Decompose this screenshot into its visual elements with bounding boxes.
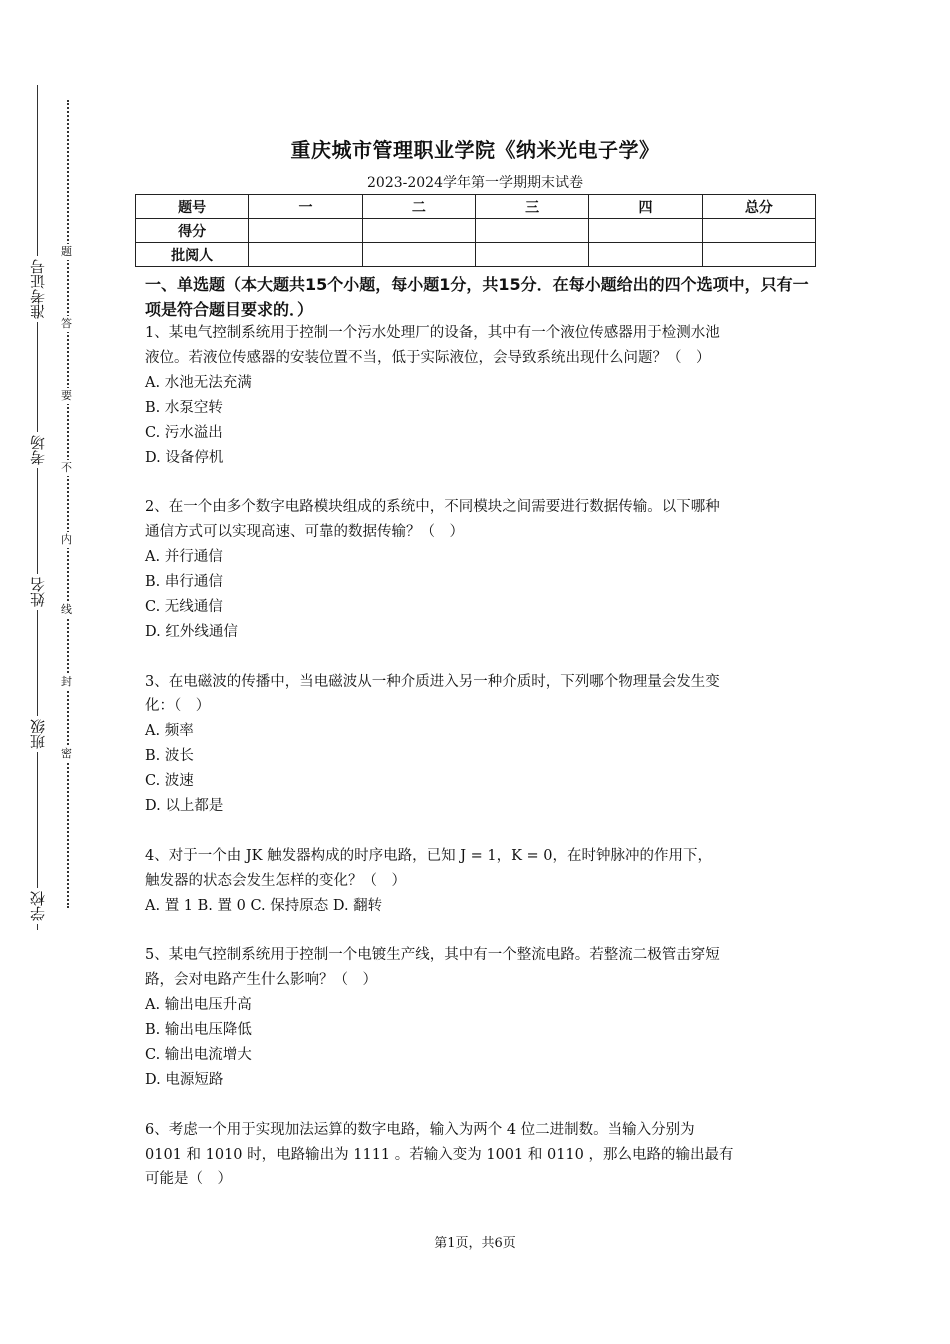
question-3-stem-line: 化：（ ） [145, 698, 211, 714]
seal-char: 内 [61, 533, 72, 546]
question-3-option-c: C. 波速 [145, 773, 194, 789]
score-table [135, 194, 816, 267]
question-5-option-c: C. 输出电流增大 [145, 1047, 252, 1063]
grader-cell [475, 243, 588, 267]
question-1-option-a: A. 水池无法充满 [145, 375, 252, 391]
question-6-stem-line: 6、考虑一个用于实现加法运算的数字电路，输入为两个 4 位二进制数。当输入分别为 [145, 1122, 695, 1138]
question-5-option-d: D. 电源短路 [145, 1072, 224, 1088]
question-3-stem-line: 3、在电磁波的传播中，当电磁波从一种介质进入另一种介质时，下列哪个物理量会发生变 [145, 674, 720, 690]
score-table-header-cell: 一 [249, 195, 362, 219]
score-table-header-cell: 四 [589, 195, 702, 219]
score-table-header-cell: 题号 [136, 195, 249, 219]
question-2-option-c: C. 无线通信 [145, 599, 223, 615]
seal-char: 线 [61, 603, 72, 616]
school-label: 学校 [31, 888, 45, 924]
question-2-stem-line: 2、在一个由多个数字电路模块组成的系统中，不同模块之间需要进行数据传输。以下哪种 [145, 499, 720, 515]
score-cell [589, 219, 702, 243]
score-table-header-cell: 三 [475, 195, 588, 219]
question-2-option-b: B. 串行通信 [145, 574, 223, 590]
grader-cell [249, 243, 362, 267]
question-1-option-d: D. 设备停机 [145, 450, 224, 466]
score-cell [362, 219, 475, 243]
score-cell [249, 219, 362, 243]
seal-char: 题 [61, 245, 72, 258]
question-1-option-b: B. 水泵空转 [145, 400, 223, 416]
seal-char: 答 [61, 317, 72, 330]
question-4-stem-line: 触发器的状态会发生怎样的变化？（ ） [145, 873, 406, 889]
seal-char: 不 [61, 461, 72, 474]
question-1-option-c: C. 污水溢出 [145, 425, 223, 441]
question-3-option-a: A. 频率 [145, 723, 194, 739]
seal-dotted-line [67, 100, 69, 908]
score-row-label: 得分 [136, 219, 249, 243]
question-1-stem-line: 1、某电气控制系统用于控制一个污水处理厂的设备，其中有一个液位传感器用于检测水池 [145, 325, 720, 341]
seal-char: 封 [61, 675, 72, 688]
question-5-option-b: B. 输出电压降低 [145, 1022, 252, 1038]
score-cell [475, 219, 588, 243]
question-5-stem-line: 路，会对电路产生什么影响？（ ） [145, 972, 377, 988]
score-table-header-cell: 总分 [702, 195, 815, 219]
question-2-option-d: D. 红外线通信 [145, 624, 238, 640]
exam-subtitle: 2023-2024学年第一学期期末试卷 [367, 175, 583, 191]
score-table-header-row [136, 195, 816, 219]
question-2-option-a: A. 并行通信 [145, 549, 223, 565]
section-heading: 一、单选题（本大题共15个小题，每小题1分，共15分．在每小题给出的四个选项中，只有一项是符合题目要求的．） [145, 275, 809, 319]
question-3-option-d: D. 以上都是 [145, 798, 224, 814]
score-row [136, 219, 816, 243]
question-4-options: A. 置 1 B. 置 0 C. 保持原态 D. 翻转 [145, 898, 383, 914]
question-5-option-a: A. 输出电压升高 [145, 997, 252, 1013]
grader-cell [362, 243, 475, 267]
grader-cell [702, 243, 815, 267]
grader-row [136, 243, 816, 267]
question-2-stem-line: 通信方式可以实现高速、可靠的数据传输？（ ） [145, 524, 464, 540]
student-name-label: 姓名 [31, 574, 45, 610]
page-footer: 第1页，共6页 [434, 1236, 516, 1251]
score-cell [702, 219, 815, 243]
binding-solid-line [37, 85, 38, 930]
class-label: 班级 [31, 716, 45, 752]
seal-char: 要 [61, 389, 72, 402]
grader-row-label: 批阅人 [136, 243, 249, 267]
question-6-stem-line: 可能是（ ） [145, 1171, 232, 1187]
binding-margin [0, 0, 110, 1344]
score-table-header-cell: 二 [362, 195, 475, 219]
question-1-stem-line: 液位。若液位传感器的安装位置不当，低于实际液位，会导致系统出现什么问题？（ ） [145, 350, 711, 366]
question-3-option-b: B. 波长 [145, 748, 194, 764]
seal-char: 密 [61, 747, 72, 760]
exam-room-label: 考场 [31, 432, 45, 468]
question-6-stem-line: 0101 和 1010 时，电路输出为 1111 。若输入变为 1001 和 0110 ，那么电路的输出最有 [145, 1147, 734, 1163]
question-4-stem-line: 4、对于一个由 JK 触发器构成的时序电路，已知 J = 1，K = 0，在时钟脉冲的作用下， [145, 848, 713, 864]
exam-title: 重庆城市管理职业学院《纳米光电子学》 [290, 138, 660, 162]
exam-id-label: 准考证号 [31, 256, 45, 322]
question-5-stem-line: 5、某电气控制系统用于控制一个电镀生产线，其中有一个整流电路。若整流二极管击穿短 [145, 947, 720, 963]
grader-cell [589, 243, 702, 267]
